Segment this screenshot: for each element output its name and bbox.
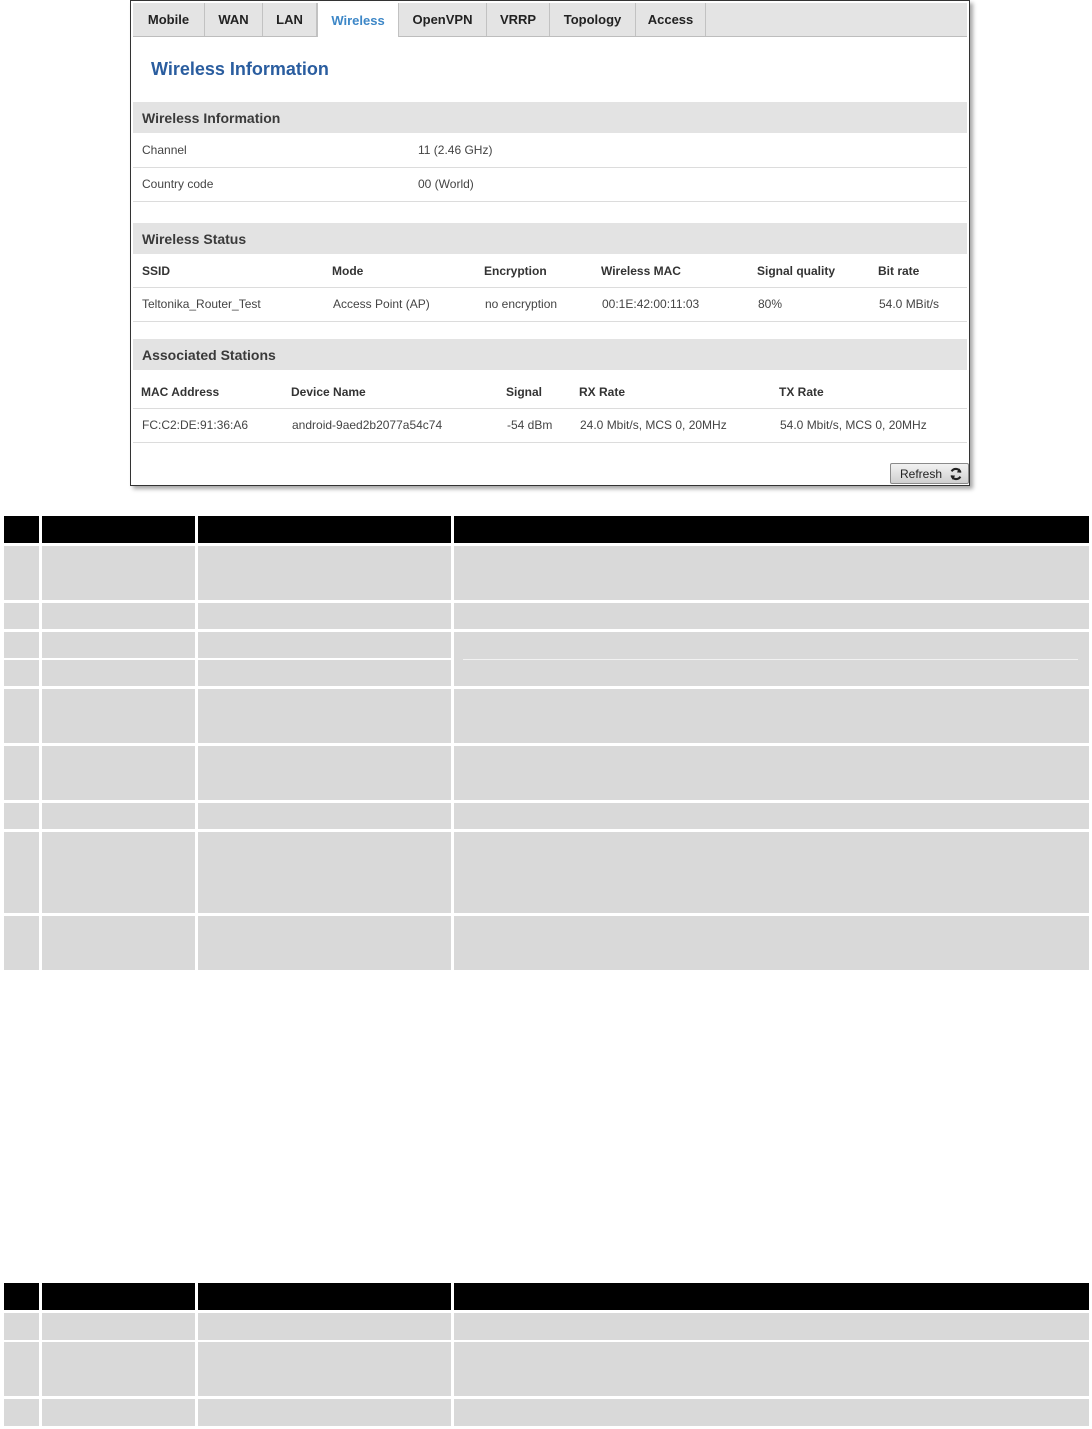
section-wireless-status: Wireless Status xyxy=(133,223,967,254)
divider xyxy=(463,659,1078,660)
info-value: 00 (World) xyxy=(418,177,474,191)
refresh-button[interactable] xyxy=(890,463,969,484)
stations-table-header xyxy=(133,376,967,409)
info-label: Country code xyxy=(142,177,214,191)
table-row xyxy=(4,832,1089,913)
col-rx-rate: RX Rate xyxy=(579,385,626,399)
parameter-table-1 xyxy=(4,516,1089,970)
tab-openvpn[interactable]: OpenVPN xyxy=(399,3,487,36)
table-row xyxy=(4,632,1089,658)
refresh-icon xyxy=(949,467,963,481)
parameter-table-2 xyxy=(4,1283,1089,1426)
col-bit-rate: Bit rate xyxy=(878,264,920,278)
mac-value: 00:1E:42:00:11:03 xyxy=(602,297,700,311)
col-mac-address: MAC Address xyxy=(141,385,220,399)
col-signal-quality: Signal quality xyxy=(757,264,836,278)
table-row xyxy=(4,1342,1089,1396)
col-device-name: Device Name xyxy=(291,385,366,399)
signal-quality-value: 80% xyxy=(758,297,783,311)
tab-topology[interactable]: Topology xyxy=(550,3,636,36)
table-row xyxy=(4,803,1089,829)
col-signal: Signal xyxy=(506,385,543,399)
station-tx-rate-value: 54.0 Mbit/s, MCS 0, 20MHz xyxy=(780,418,927,432)
page-title: Wireless Information xyxy=(151,59,329,79)
tab-vrrp[interactable]: VRRP xyxy=(487,3,550,36)
col-ssid: SSID xyxy=(142,264,171,278)
tab-access[interactable]: Access xyxy=(636,3,706,36)
table-row xyxy=(4,1313,1089,1340)
router-screenshot-panel xyxy=(130,0,970,486)
mode-value: Access Point (AP) xyxy=(333,297,430,311)
refresh-label: Refresh xyxy=(900,466,943,481)
status-table-header xyxy=(133,255,967,288)
tab-wan[interactable]: WAN xyxy=(205,3,263,36)
table-header xyxy=(4,1283,1089,1310)
tab-lan[interactable]: LAN xyxy=(263,3,317,36)
table-row xyxy=(133,288,967,322)
table-header xyxy=(4,516,1089,543)
station-signal-value: -54 dBm xyxy=(507,418,553,432)
tab-wireless[interactable]: Wireless xyxy=(317,3,399,37)
station-device-name-value: android-9aed2b2077a54c74 xyxy=(292,418,443,432)
ssid-value: Teltonika_Router_Test xyxy=(142,297,261,311)
info-label: Channel xyxy=(142,143,187,157)
encryption-value: no encryption xyxy=(485,297,558,311)
section-wireless-information: Wireless Information xyxy=(133,102,967,133)
col-mode: Mode xyxy=(332,264,364,278)
col-tx-rate: TX Rate xyxy=(779,385,824,399)
tab-mobile[interactable]: Mobile xyxy=(133,3,205,36)
station-mac-value: FC:C2:DE:91:36:A6 xyxy=(142,418,249,432)
col-wireless-mac: Wireless MAC xyxy=(601,264,681,278)
table-row xyxy=(4,1399,1089,1426)
station-rx-rate-value: 24.0 Mbit/s, MCS 0, 20MHz xyxy=(580,418,727,432)
col-encryption: Encryption xyxy=(484,264,547,278)
table-row xyxy=(4,746,1089,800)
bit-rate-value: 54.0 MBit/s xyxy=(879,297,940,311)
section-associated-stations: Associated Stations xyxy=(133,339,967,370)
tab-bar xyxy=(133,3,967,37)
table-row xyxy=(133,409,967,443)
table-row xyxy=(4,660,1089,686)
info-row-channel xyxy=(133,134,967,168)
info-row-country-code xyxy=(133,168,967,202)
table-row xyxy=(4,603,1089,629)
table-row xyxy=(4,546,1089,600)
info-value: 11 (2.46 GHz) xyxy=(418,143,493,157)
table-row xyxy=(4,916,1089,970)
table-row xyxy=(4,689,1089,743)
